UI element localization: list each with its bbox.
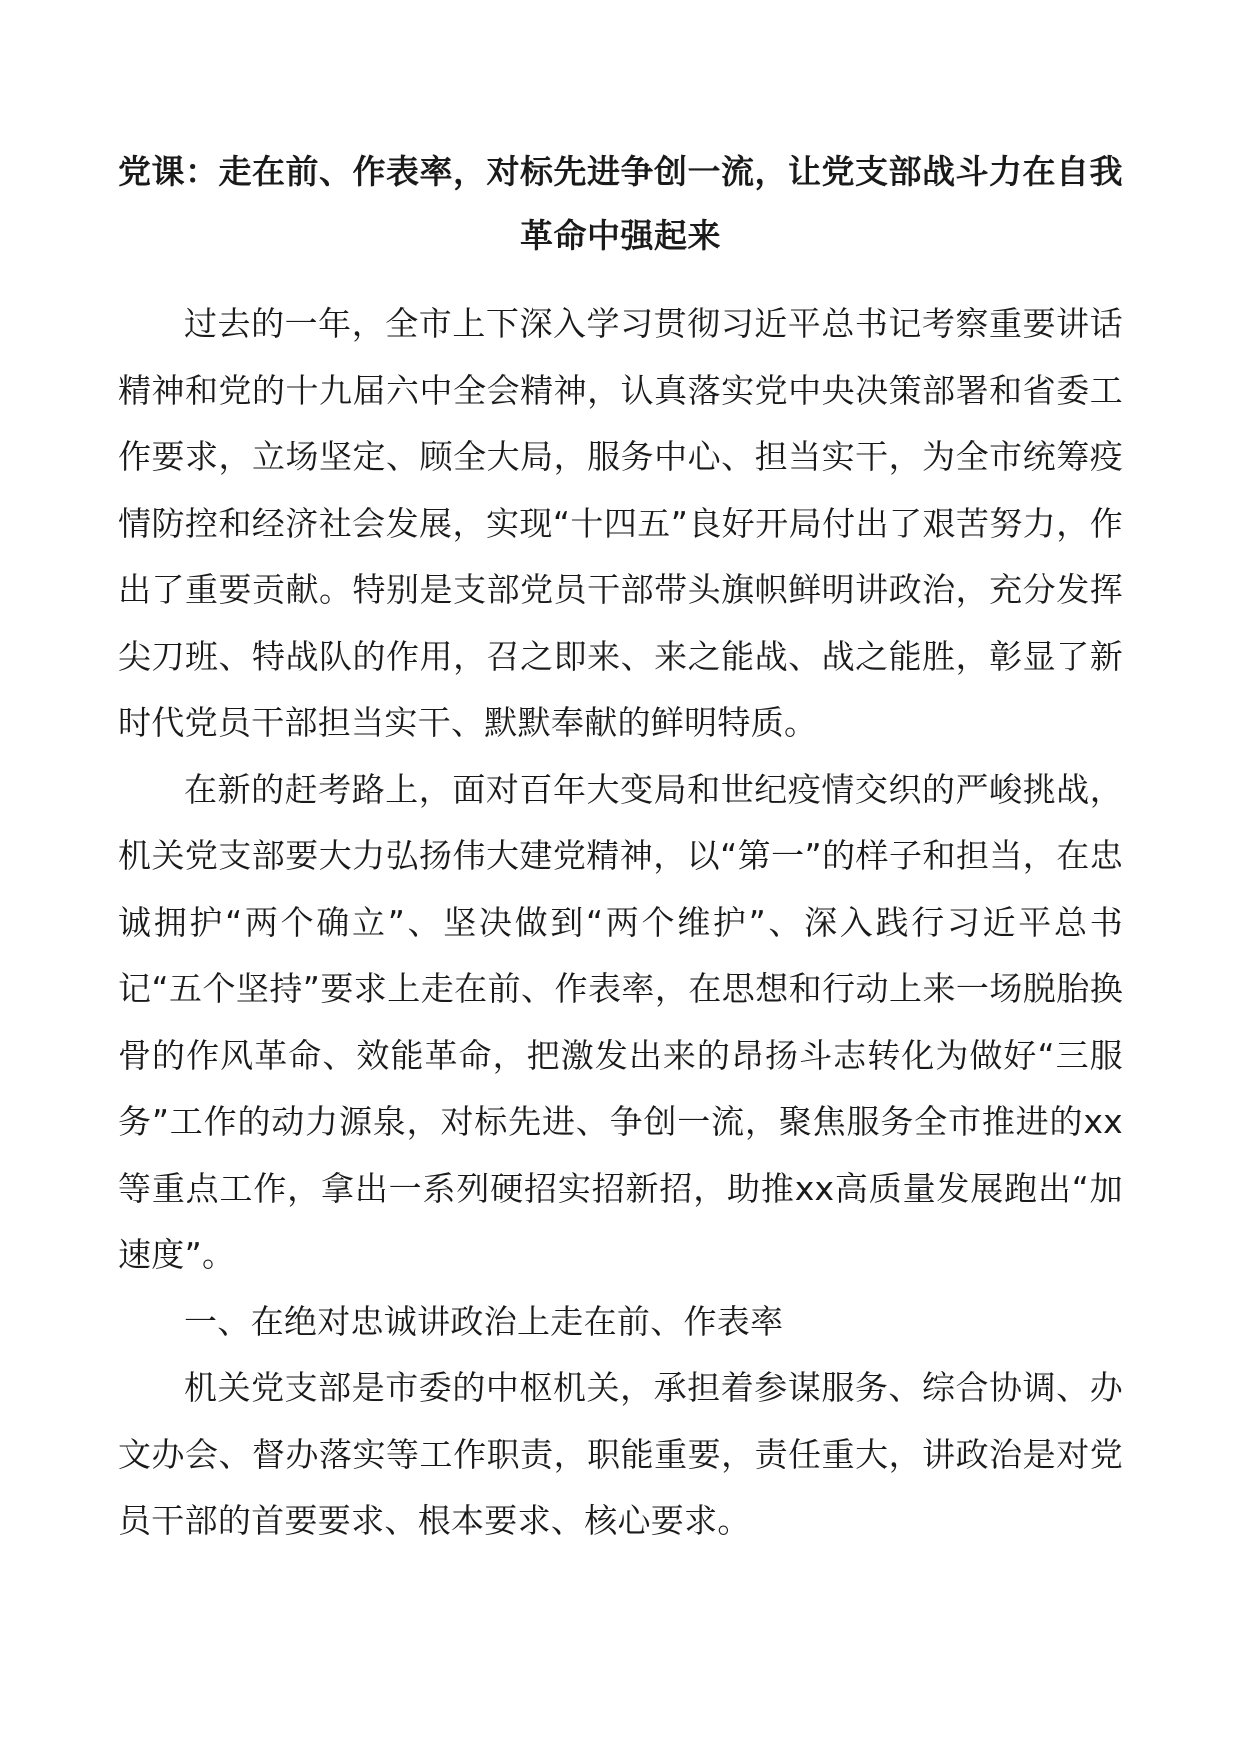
paragraph-central-organ: 机关党支部是市委的中枢机关，承担着参谋服务、综合协调、办文办会、督办落实等工作职责，职能重要，责任重大，讲政治是对党员干部的首要要求、根本要求、核心要求。 [118,1368,1123,1540]
document-body [118,140,1123,1555]
section-heading-loyalty: 一、在绝对忠诚讲政治上走在前、作表率 [184,1301,784,1341]
paragraph-new-journey: 在新的赶考路上，面对百年大变局和世纪疫情交织的严峻挑战，机关党支部要大力弘扬伟大建党精神，以“第一”的样子和担当，在忠诚拥护“两个确立”、坚决做到“两个维护”、深入践行习近平总书记“五个坚持”要求上走在前、作表率，在思想和行动上来一场脱胎换骨的作风革命、效能革命，把激发出来的昂扬斗志转化为做好“三服务”工作的动力源泉，对标先进、争创一流，聚焦服务全市推进的xx等重点工作，拿出一系列硬招实招新招，助推xx高质量发展跑出“加速度”。 [118,769,1123,1274]
document-title: 党课：走在前、作表率，对标先进争创一流，让党支部战斗力在自我革命中强起来 [118,152,1123,255]
paragraph-review: 过去的一年，全市上下深入学习贯彻习近平总书记考察重要讲话精神和党的十九届六中全会精神，认真落实党中央决策部署和省委工作要求，立场坚定、顾全大局，服务中心、担当实干，为全市统筹疫情防控和经济社会发展，实现“十四五”良好开局付出了艰苦努力，作出了重要贡献。特别是支部党员干部带头旗帜鲜明讲政治，充分发挥尖刀班、特战队的作用，召之即来、来之能战、战之能胜，彰显了新时代党员干部担当实干、默默奉献的鲜明特质。 [118,304,1123,742]
